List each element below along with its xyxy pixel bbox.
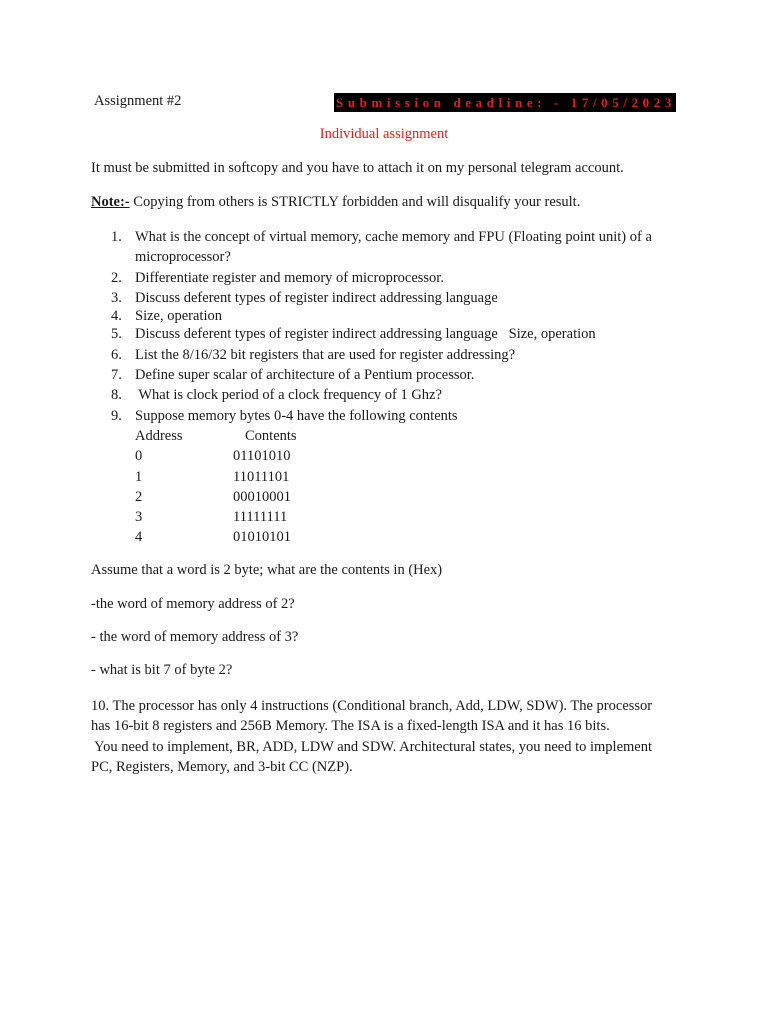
table-row: [135, 446, 297, 466]
question-text: Differentiate register and memory of microprocessor.: [135, 269, 444, 286]
question-list: [91, 227, 691, 426]
table-row: [135, 527, 297, 547]
question-number: 7.: [111, 367, 122, 384]
address-column-header: Address: [135, 428, 183, 444]
table-header-row: [135, 426, 297, 446]
assignment-title: Assignment #2: [94, 93, 182, 109]
question-item: [91, 385, 691, 405]
address-cell: 1: [135, 468, 143, 485]
table-row: [135, 507, 297, 527]
question-number: 4.: [111, 308, 122, 325]
question-number: 8.: [111, 387, 122, 404]
question-text: Discuss deferent types of register indirect addressing language: [135, 289, 498, 306]
address-cell: 3: [135, 509, 143, 526]
address-cell: 2: [135, 488, 143, 505]
question-number: 5.: [111, 326, 122, 343]
followup-bit-7: - what is bit 7 of byte 2?: [91, 662, 233, 678]
memory-contents-table: [135, 426, 297, 548]
submission-deadline: Submission deadline: - 17/05/2023: [336, 95, 676, 110]
assignment-subtitle: Individual assignment: [319, 126, 449, 142]
question-number: 3.: [111, 289, 122, 306]
contents-column-header: Contents: [245, 428, 297, 444]
question-item: [91, 324, 691, 344]
question-number: 9.: [111, 407, 122, 424]
address-cell: 0: [135, 448, 143, 465]
table-row: [135, 487, 297, 507]
question-number: 2.: [111, 269, 122, 286]
question-text: What is the concept of virtual memory, cache memory and FPU (Floating point unit) of a: [135, 229, 652, 245]
question-10-line: PC, Registers, Memory, and 3-bit CC (NZP).: [91, 758, 353, 775]
note-label: Note:-: [91, 194, 130, 210]
question-item: [91, 345, 691, 365]
contents-cell: 11111111: [233, 509, 288, 526]
question-10-line: 10. The processor has only 4 instructions (Conditional branch, Add, LDW, SDW). The processor: [91, 698, 653, 714]
question-10-line: You need to implement, BR, ADD, LDW and SDW. Architectural states, you need to implement: [91, 738, 652, 755]
question-text: List the 8/16/32 bit registers that are used for register addressing?: [135, 346, 516, 363]
question-item: [91, 306, 691, 326]
question-item: [91, 268, 691, 288]
note-text: Copying from others is STRICTLY forbidden and will disqualify your result.: [129, 194, 581, 210]
contents-cell: 01010101: [233, 529, 291, 546]
table-row: [135, 467, 297, 487]
question-item: [91, 365, 691, 385]
contents-cell: 11011101: [233, 468, 290, 485]
note-paragraph: [91, 194, 691, 211]
contents-cell: 00010001: [233, 488, 291, 505]
question-text: Suppose memory bytes 0-4 have the following contents: [135, 407, 458, 424]
followup-word-address-2: -the word of memory address of 2?: [91, 596, 295, 612]
question-10-paragraph: [91, 696, 691, 777]
question-number: 6.: [111, 346, 122, 363]
contents-cell: 01101010: [233, 448, 291, 465]
question-text: What is clock period of a clock frequency of 1 Ghz?: [135, 387, 442, 404]
followup-assumption: Assume that a word is 2 byte; what are the contents in (Hex): [91, 562, 443, 578]
question-text: Discuss deferent types of register indirect addressing language Size, operation: [135, 326, 596, 343]
question-text-continued: microprocessor?: [135, 249, 231, 266]
question-item: [91, 406, 691, 426]
question-10-line: has 16-bit 8 registers and 256B Memory. The ISA is a fixed-length ISA and it has 16 bits.: [91, 718, 610, 735]
address-cell: 4: [135, 529, 143, 546]
question-text: Size, operation: [135, 308, 222, 325]
question-item: [91, 227, 691, 268]
intro-paragraph: It must be submitted in softcopy and you have to attach it on my personal telegram account.: [91, 160, 624, 176]
question-text: Define super scalar of architecture of a Pentium processor.: [135, 367, 475, 384]
followup-word-address-3: - the word of memory address of 3?: [91, 629, 299, 645]
question-item: [91, 288, 691, 308]
header-row: [94, 93, 676, 113]
question-number: 1.: [111, 229, 122, 245]
